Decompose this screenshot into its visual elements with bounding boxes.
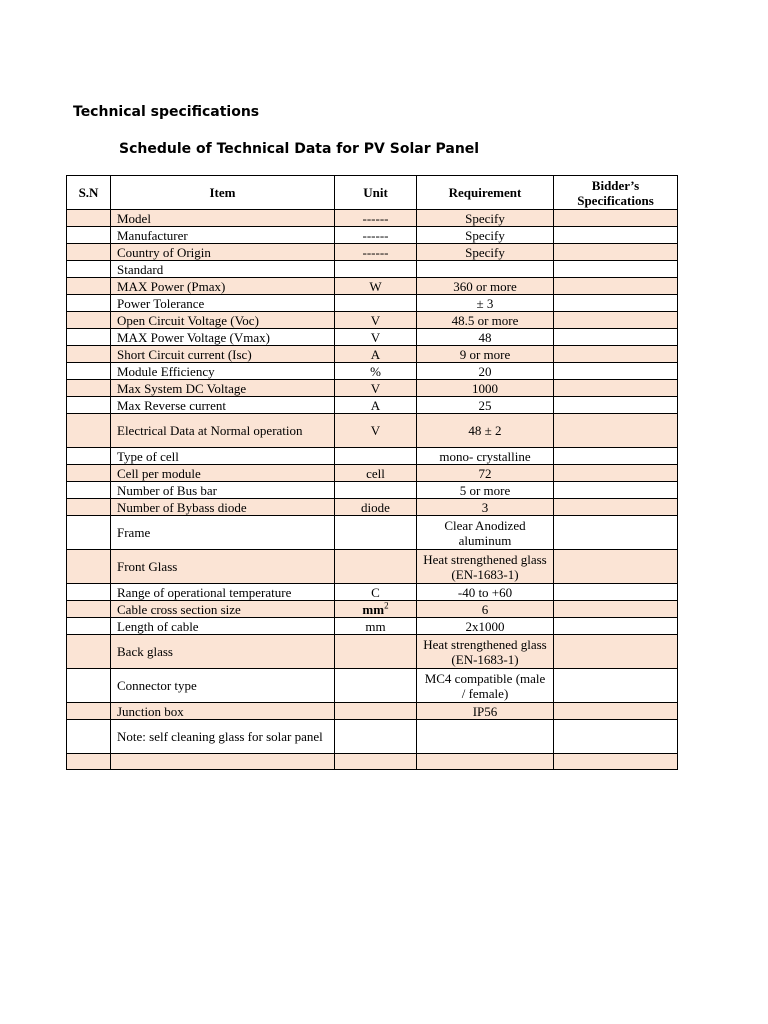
cell-sn [67, 482, 111, 499]
table-header-row [67, 176, 678, 210]
cell-unit [335, 669, 417, 703]
unit-text: cell [366, 465, 385, 481]
cell-requirement: -40 to +60 [417, 584, 554, 601]
unit-text: A [370, 397, 381, 413]
cell-item [111, 754, 335, 770]
table-row [67, 465, 678, 482]
cell-bidder-specification [554, 669, 678, 703]
cell-unit [335, 261, 417, 278]
cell-sn [67, 584, 111, 601]
cell-requirement: 1000 [417, 380, 554, 397]
cell-sn [67, 448, 111, 465]
table-row [67, 329, 678, 346]
header-requirement: Requirement [417, 176, 554, 210]
cell-bidder-specification [554, 635, 678, 669]
technical-data-table [66, 175, 678, 770]
cell-item: Frame [111, 516, 335, 550]
cell-sn [67, 499, 111, 516]
cell-bidder-specification [554, 465, 678, 482]
table-body [67, 210, 678, 770]
table-row [67, 312, 678, 329]
cell-item: Manufacturer [111, 227, 335, 244]
cell-unit [335, 448, 417, 465]
cell-item: Range of operational temperature [111, 584, 335, 601]
cell-requirement [417, 720, 554, 754]
cell-sn [67, 261, 111, 278]
cell-bidder-specification [554, 278, 678, 295]
cell-bidder-specification [554, 618, 678, 635]
cell-unit [335, 244, 417, 261]
cell-item: Length of cable [111, 618, 335, 635]
cell-item: Note: self cleaning glass for solar panel [111, 720, 335, 754]
cell-requirement: 48 [417, 329, 554, 346]
unit-text: diode [361, 499, 390, 515]
cell-unit [335, 329, 417, 346]
cell-unit [335, 584, 417, 601]
unit-text: V [370, 329, 381, 345]
cell-unit [335, 499, 417, 516]
cell-sn [67, 227, 111, 244]
cell-item: Standard [111, 261, 335, 278]
table-row [67, 499, 678, 516]
unit-text: V [370, 423, 381, 438]
cell-requirement: 72 [417, 465, 554, 482]
cell-unit [335, 618, 417, 635]
unit-text: mm [365, 618, 386, 634]
cell-item: MAX Power (Pmax) [111, 278, 335, 295]
unit-text: mm [362, 601, 385, 617]
cell-unit [335, 346, 417, 363]
header-sn: S.N [67, 176, 111, 210]
cell-unit [335, 414, 417, 448]
cell-requirement: Specify [417, 210, 554, 227]
table-row [67, 380, 678, 397]
cell-item: Model [111, 210, 335, 227]
cell-requirement: MC4 compatible (male / female) [417, 669, 554, 703]
table-row [67, 244, 678, 261]
cell-bidder-specification [554, 346, 678, 363]
cell-sn [67, 601, 111, 618]
cell-requirement [417, 261, 554, 278]
cell-item: Max System DC Voltage [111, 380, 335, 397]
cell-bidder-specification [554, 329, 678, 346]
cell-item: MAX Power Voltage (Vmax) [111, 329, 335, 346]
cell-sn [67, 618, 111, 635]
cell-item: Number of Bybass diode [111, 499, 335, 516]
cell-item: Junction box [111, 703, 335, 720]
table-row [67, 363, 678, 380]
cell-item: Electrical Data at Normal operation [111, 414, 335, 448]
cell-bidder-specification [554, 516, 678, 550]
cell-requirement: 360 or more [417, 278, 554, 295]
table-row [67, 448, 678, 465]
cell-requirement: Specify [417, 227, 554, 244]
cell-sn [67, 278, 111, 295]
cell-unit [335, 601, 417, 618]
cell-sn [67, 550, 111, 584]
header-unit: Unit [335, 176, 417, 210]
table-row [67, 720, 678, 754]
cell-item: Cable cross section size [111, 601, 335, 618]
cell-requirement: 2x1000 [417, 618, 554, 635]
cell-unit [335, 754, 417, 770]
table-row [67, 397, 678, 414]
cell-item: Module Efficiency [111, 363, 335, 380]
cell-requirement: Heat strengthened glass (EN-1683-1) [417, 550, 554, 584]
cell-unit [335, 720, 417, 754]
table-row [67, 669, 678, 703]
cell-bidder-specification [554, 720, 678, 754]
cell-bidder-specification [554, 312, 678, 329]
table-row [67, 703, 678, 720]
cell-sn [67, 669, 111, 703]
header-item: Item [111, 176, 335, 210]
cell-item: Type of cell [111, 448, 335, 465]
unit-text: ------ [362, 244, 389, 260]
cell-unit [335, 465, 417, 482]
table-row [67, 482, 678, 499]
cell-bidder-specification [554, 550, 678, 584]
cell-unit [335, 550, 417, 584]
page-heading: Technical specifications [73, 104, 260, 120]
cell-sn [67, 720, 111, 754]
cell-requirement: 6 [417, 601, 554, 618]
table-row [67, 754, 678, 770]
cell-unit [335, 227, 417, 244]
cell-requirement: mono- crystalline [417, 448, 554, 465]
cell-bidder-specification [554, 210, 678, 227]
table-row [67, 278, 678, 295]
unit-text: W [369, 278, 382, 294]
cell-item: Open Circuit Voltage (Voc) [111, 312, 335, 329]
table-row [67, 635, 678, 669]
table-row [67, 618, 678, 635]
cell-sn [67, 414, 111, 448]
cell-item: Short Circuit current (Isc) [111, 346, 335, 363]
unit-text: % [370, 363, 381, 379]
table-row [67, 295, 678, 312]
table-row [67, 550, 678, 584]
cell-item: Cell per module [111, 465, 335, 482]
table-row [67, 227, 678, 244]
cell-requirement: ± 3 [417, 295, 554, 312]
cell-unit [335, 295, 417, 312]
cell-sn [67, 465, 111, 482]
cell-requirement: 5 or more [417, 482, 554, 499]
cell-requirement: 48.5 or more [417, 312, 554, 329]
unit-text: A [370, 346, 381, 362]
cell-requirement: Specify [417, 244, 554, 261]
cell-bidder-specification [554, 295, 678, 312]
cell-item: Back glass [111, 635, 335, 669]
cell-unit [335, 482, 417, 499]
table-title: Schedule of Technical Data for PV Solar Panel [119, 141, 480, 157]
unit-text: C [371, 584, 380, 600]
cell-requirement: 9 or more [417, 346, 554, 363]
table-row [67, 414, 678, 448]
cell-bidder-specification [554, 448, 678, 465]
cell-sn [67, 397, 111, 414]
cell-bidder-specification [554, 227, 678, 244]
unit-text: ------ [362, 227, 389, 243]
cell-sn [67, 380, 111, 397]
cell-item: Connector type [111, 669, 335, 703]
cell-unit [335, 703, 417, 720]
cell-bidder-specification [554, 397, 678, 414]
cell-sn [67, 346, 111, 363]
cell-sn [67, 635, 111, 669]
unit-text: V [370, 312, 381, 328]
cell-unit [335, 312, 417, 329]
cell-bidder-specification [554, 754, 678, 770]
table-row [67, 584, 678, 601]
table-row [67, 601, 678, 618]
cell-sn [67, 210, 111, 227]
cell-bidder-specification [554, 261, 678, 278]
cell-requirement: 3 [417, 499, 554, 516]
cell-sn [67, 703, 111, 720]
cell-item: Max Reverse current [111, 397, 335, 414]
cell-bidder-specification [554, 414, 678, 448]
cell-unit [335, 363, 417, 380]
cell-item: Front Glass [111, 550, 335, 584]
cell-sn [67, 244, 111, 261]
cell-item: Number of Bus bar [111, 482, 335, 499]
table-row [67, 261, 678, 278]
cell-requirement: IP56 [417, 703, 554, 720]
cell-sn [67, 363, 111, 380]
cell-sn [67, 329, 111, 346]
table-row [67, 516, 678, 550]
cell-bidder-specification [554, 601, 678, 618]
cell-requirement: Heat strengthened glass (EN-1683-1) [417, 635, 554, 669]
cell-unit [335, 278, 417, 295]
cell-unit [335, 635, 417, 669]
cell-sn [67, 516, 111, 550]
unit-text: ------ [362, 210, 389, 226]
cell-sn [67, 295, 111, 312]
cell-bidder-specification [554, 499, 678, 516]
header-bidder-specifications: Bidder’s Specifications [554, 176, 678, 210]
table-row [67, 210, 678, 227]
cell-item: Country of Origin [111, 244, 335, 261]
cell-unit [335, 516, 417, 550]
cell-requirement: Clear Anodized aluminum [417, 516, 554, 550]
cell-bidder-specification [554, 584, 678, 601]
cell-requirement: 20 [417, 363, 554, 380]
cell-requirement [417, 754, 554, 770]
cell-sn [67, 312, 111, 329]
cell-sn [67, 754, 111, 770]
cell-unit [335, 210, 417, 227]
table-row [67, 346, 678, 363]
unit-text: V [370, 380, 381, 396]
unit-superscript: 2 [384, 600, 389, 611]
cell-bidder-specification [554, 703, 678, 720]
cell-bidder-specification [554, 244, 678, 261]
cell-bidder-specification [554, 482, 678, 499]
cell-requirement: 25 [417, 397, 554, 414]
cell-item: Power Tolerance [111, 295, 335, 312]
cell-bidder-specification [554, 380, 678, 397]
cell-unit [335, 380, 417, 397]
cell-requirement: 48 ± 2 [417, 414, 554, 448]
cell-unit [335, 397, 417, 414]
cell-bidder-specification [554, 363, 678, 380]
